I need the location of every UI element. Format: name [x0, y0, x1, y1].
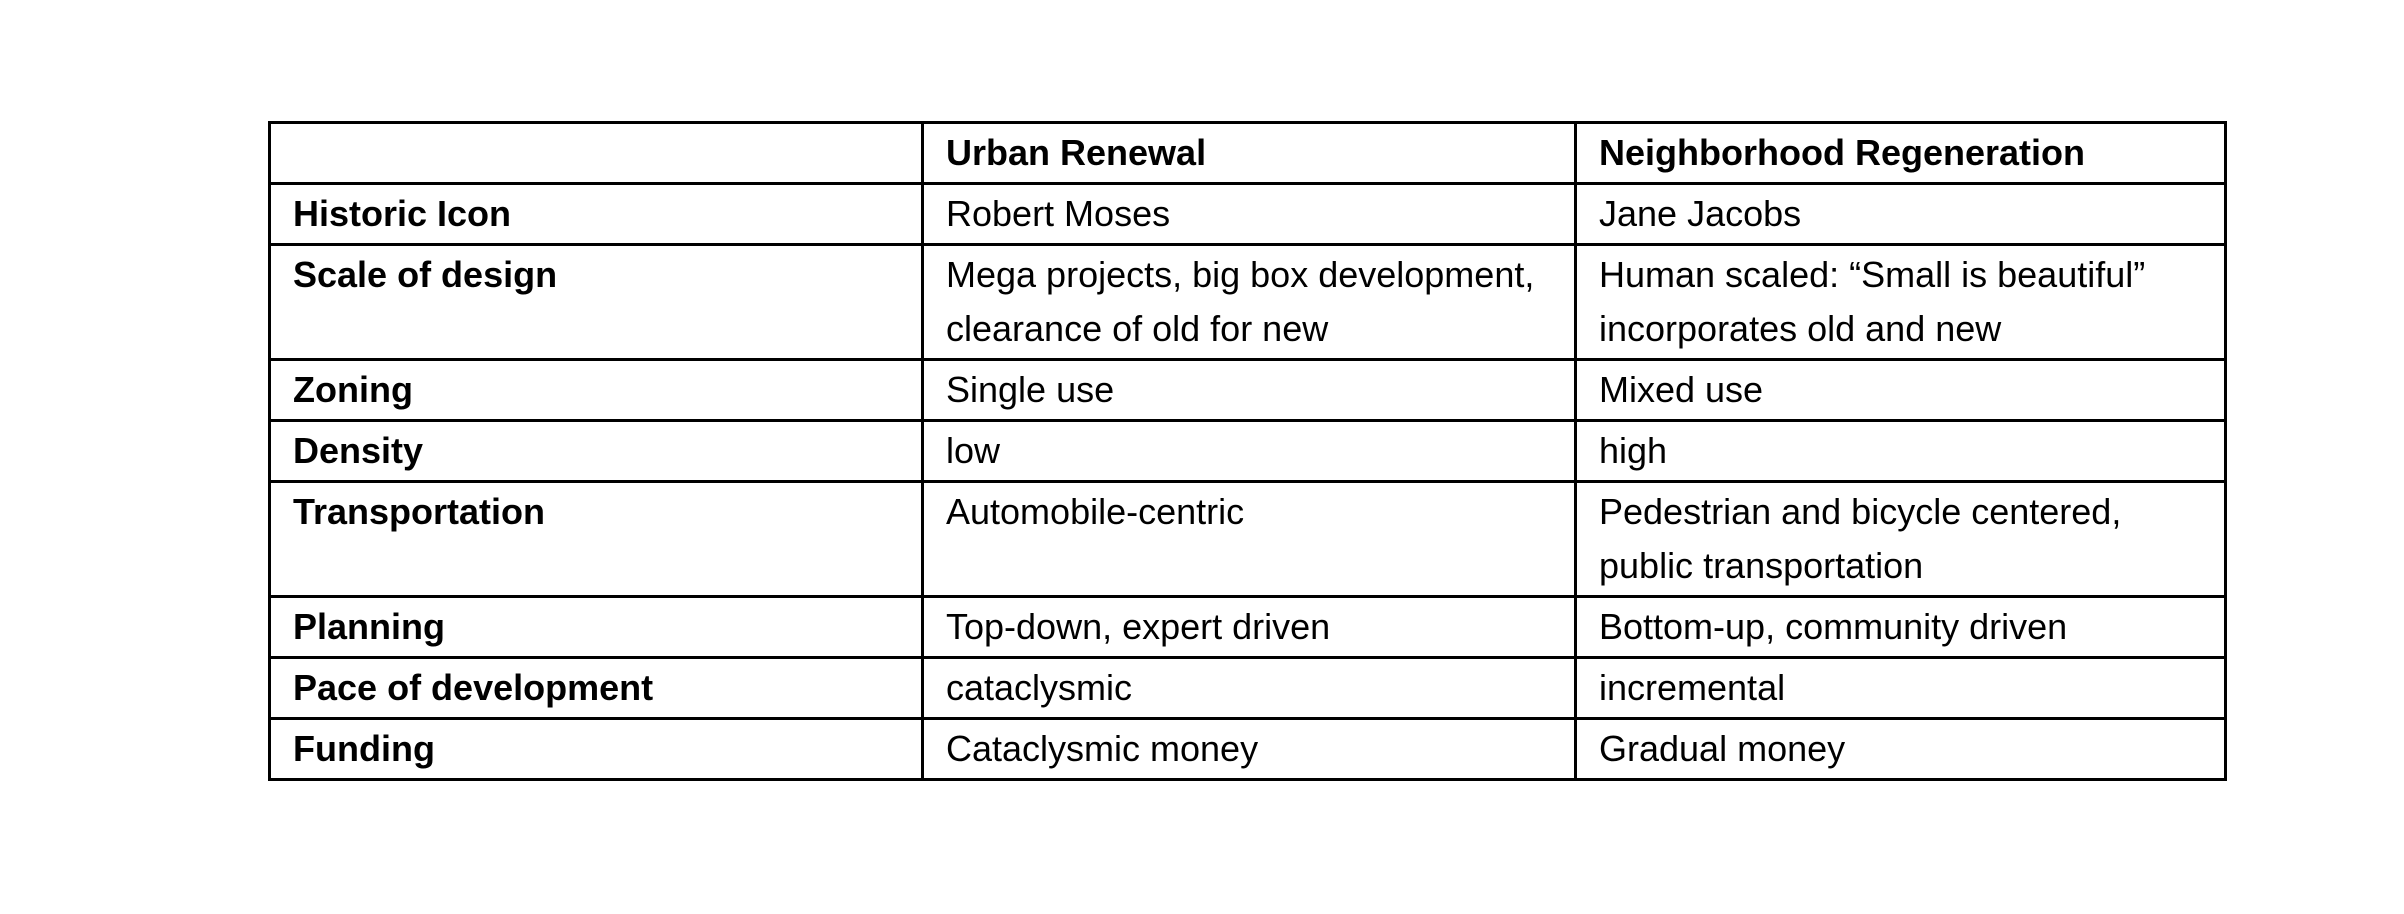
cell-urban-renewal: cataclysmic — [923, 658, 1576, 719]
cell-neighborhood-regeneration: Pedestrian and bicycle centered, public transportation — [1576, 482, 2226, 597]
row-label-zoning: Zoning — [270, 360, 923, 421]
row-label-funding: Funding — [270, 719, 923, 780]
cell-urban-renewal: Cataclysmic money — [923, 719, 1576, 780]
cell-urban-renewal: Top-down, expert driven — [923, 597, 1576, 658]
cell-neighborhood-regeneration: Bottom-up, community driven — [1576, 597, 2226, 658]
table-row — [270, 360, 2226, 421]
row-label-transportation: Transportation — [270, 482, 923, 597]
header-row — [270, 123, 2226, 184]
cell-neighborhood-regeneration: Mixed use — [1576, 360, 2226, 421]
cell-neighborhood-regeneration: high — [1576, 421, 2226, 482]
row-label-density: Density — [270, 421, 923, 482]
row-label-pace-of-development: Pace of development — [270, 658, 923, 719]
row-label-planning: Planning — [270, 597, 923, 658]
table-row — [270, 245, 2226, 360]
table-header — [270, 123, 2226, 184]
table-row — [270, 421, 2226, 482]
header-empty-cell — [270, 123, 923, 184]
table-body — [270, 184, 2226, 780]
table-row — [270, 184, 2226, 245]
cell-urban-renewal: Mega projects, big box development, clearance of old for new — [923, 245, 1576, 360]
table-row — [270, 482, 2226, 597]
cell-urban-renewal: Automobile-centric — [923, 482, 1576, 597]
cell-urban-renewal: Single use — [923, 360, 1576, 421]
cell-neighborhood-regeneration: Gradual money — [1576, 719, 2226, 780]
cell-urban-renewal: Robert Moses — [923, 184, 1576, 245]
comparison-table — [268, 121, 2227, 781]
row-label-scale-of-design: Scale of design — [270, 245, 923, 360]
cell-urban-renewal: low — [923, 421, 1576, 482]
table-row — [270, 597, 2226, 658]
cell-neighborhood-regeneration: Jane Jacobs — [1576, 184, 2226, 245]
row-label-historic-icon: Historic Icon — [270, 184, 923, 245]
table-row — [270, 719, 2226, 780]
cell-neighborhood-regeneration: Human scaled: “Small is beautiful” incorporates old and new — [1576, 245, 2226, 360]
header-urban-renewal: Urban Renewal — [923, 123, 1576, 184]
table-row — [270, 658, 2226, 719]
cell-neighborhood-regeneration: incremental — [1576, 658, 2226, 719]
header-neighborhood-regeneration: Neighborhood Regeneration — [1576, 123, 2226, 184]
